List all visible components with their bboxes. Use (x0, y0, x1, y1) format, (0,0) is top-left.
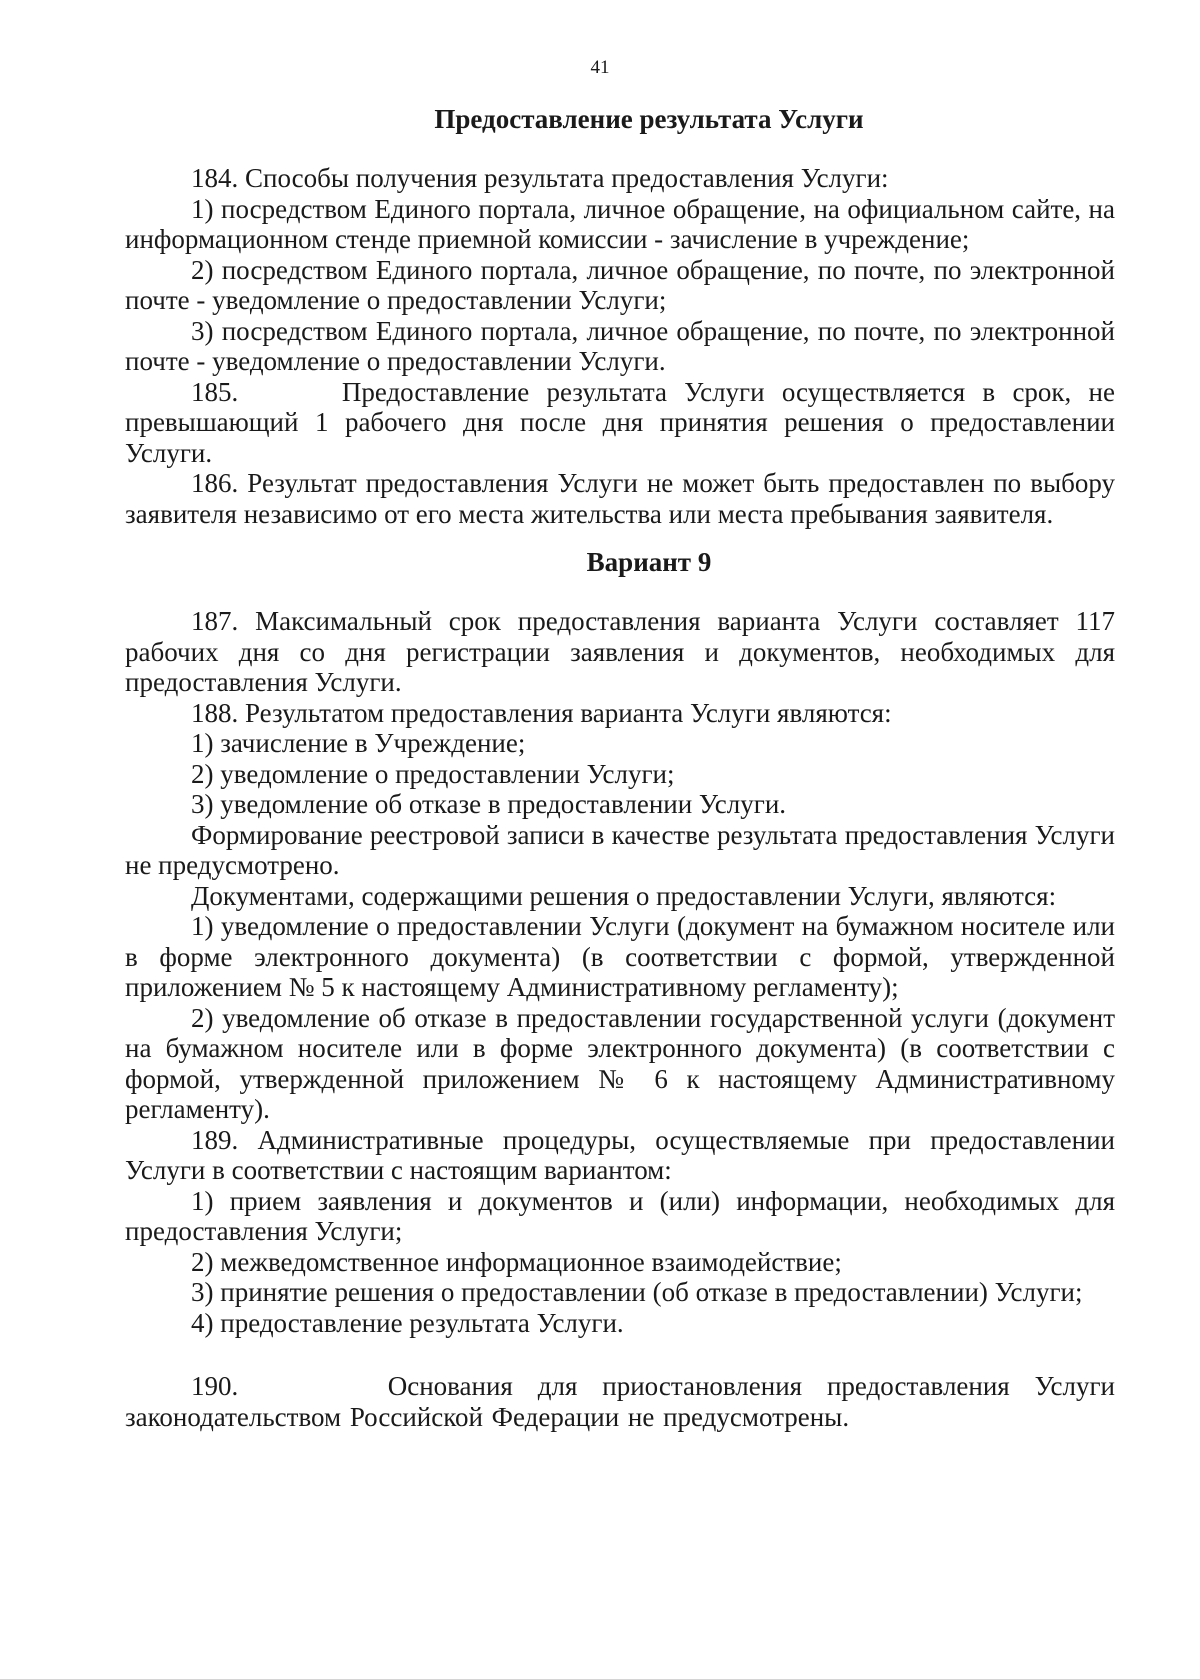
paragraph-188: 188. Результатом предоставления варианта Услуги являются: (191, 697, 892, 728)
paragraph-185: 185. Предоставление результата Услуги осуществляется в срок, не превышающий 1 рабочего дня после дня принятия решения о предоставлении Услуги. (125, 376, 1124, 468)
paragraph-registry-record: Формирование реестровой записи в качестве результата предоставления Услуги не предусмотрено. (125, 819, 1115, 880)
paragraph-189-item-4: 4) предоставление результата Услуги. (191, 1307, 624, 1338)
paragraph-decision-doc-2: 2) уведомление об отказе в предоставлении государственной услуги (документ на бумажном носителе или в форме электронного документа) (в соответствии с формой, утвержденной приложением № 6 к настоящему Административному регламенту). (125, 1002, 1115, 1124)
paragraph-189-item-3: 3) принятие решения о предоставлении (об отказе в предоставлении) Услуги; (191, 1277, 1083, 1307)
paragraph-189-item-1: 1) прием заявления и документов и (или) информации, необходимых для предоставления Услуги; (125, 1185, 1115, 1246)
section-title-variant-9: Вариант 9 (586, 547, 712, 577)
paragraph-decision-documents: Документами, содержащими решения о предоставлении Услуги, являются: (191, 880, 1057, 911)
paragraph-190: 190. Основания для приостановления предоставления Услуги законодательством Российской Федерации не предусмотрены. (125, 1371, 1124, 1432)
paragraph-189-item-2: 2) межведомственное информационное взаимодействие; (191, 1246, 842, 1277)
paragraph-184-item-1: 1) посредством Единого портала, личное обращение, на официальном сайте, на информационном стенде приемной комиссии - зачисление в учреждение; (125, 193, 1115, 254)
paragraph-186: 186. Результат предоставления Услуги не может быть предоставлен по выбору заявителя независимо от его места жительства или места пребывания заявителя. (125, 468, 1115, 529)
paragraph-187: 187. Максимальный срок предоставления варианта Услуги составляет 117 рабочих дня со дня регистрации заявления и документов, необходимых для предоставления Услуги. (125, 606, 1115, 697)
paragraph-188-item-2: 2) уведомление о предоставлении Услуги; (191, 758, 675, 789)
section-title-result: Предоставление результата Услуги (434, 104, 864, 134)
paragraph-188-item-1: 1) зачисление в Учреждение; (191, 728, 526, 758)
page-number: 41 (590, 57, 610, 78)
section-result-body (125, 163, 1124, 529)
paragraph-184-item-3: 3) посредством Единого портала, личное обращение, по почте, по электронной почте - уведомление о предоставлении Услуги. (125, 315, 1115, 376)
paragraph-188-item-3: 3) уведомление об отказе в предоставлении Услуги. (191, 789, 787, 819)
paragraph-184: 184. Способы получения результата предоставления Услуги: (191, 163, 889, 193)
paragraph-184-item-2: 2) посредством Единого портала, личное обращение, по почте, по электронной почте - уведомление о предоставлении Услуги; (125, 254, 1115, 315)
paragraph-189: 189. Административные процедуры, осуществляемые при предоставлении Услуги в соответствии с настоящим вариантом: (125, 1124, 1115, 1185)
paragraph-decision-doc-1: 1) уведомление о предоставлении Услуги (документ на бумажном носителе или в форме электронного документа) (в соответствии с формой, утвержденной приложением № 5 к настоящему Административному регламенту); (125, 911, 1115, 1002)
section-variant-9-body (125, 606, 1124, 1432)
